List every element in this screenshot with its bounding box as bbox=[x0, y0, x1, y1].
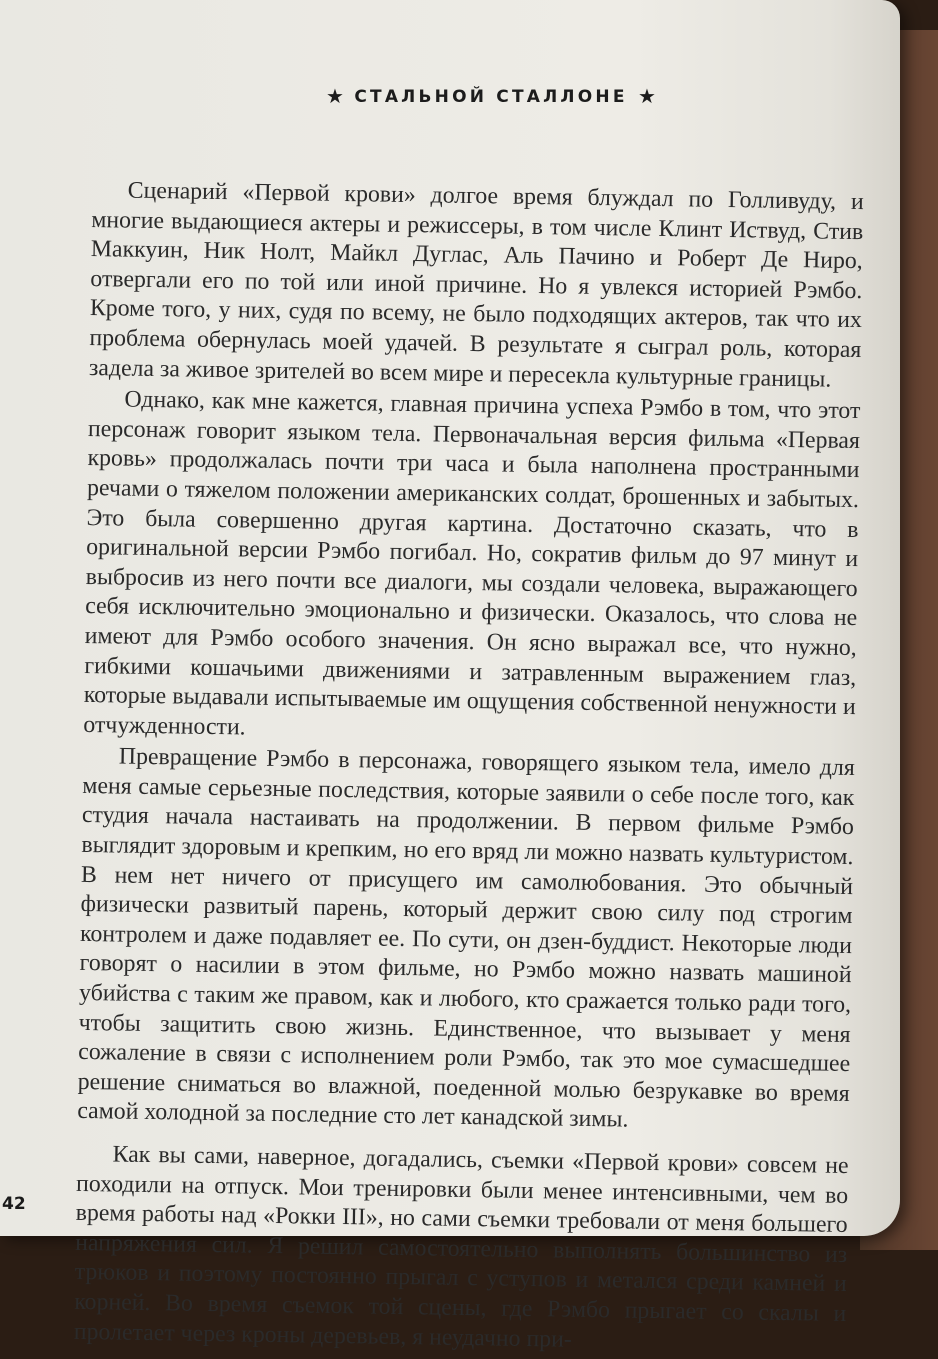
paragraph-4: Как вы сами, наверное, догадались, съемки «Первой крови» совсем не походили на отпуск. Мои тренировки были менее интенсивными, чем во время работы над «Рокки III», но сами съемки требовали от меня большего напряжения сил. Я решил самостоятельно выполнять большинство из трюков и поэтому постоянно прыгал с уступов и метался среди камней и корней. Во время съемок той сцены, где Рэмбо прыгает со скалы и пролетает через кроны деревьев, я неудачно при- bbox=[73, 1141, 849, 1353]
paragraph-2: Однако, как мне кажется, главная причина успеха Рэмбо в том, что этот персонаж говорит языком тела. Первоначальная версия фильма «Первая кровь» продолжалась почти три часа и была наполнена пространными речами о тяжелом положении американских солдат, брошенных и забытых. Это была совершенно другая картина. Достаточно сказать, что в оригинальной версии Рэмбо погибал. Но, сократив фильм до 97 минут и выбросив из него почти все диалоги, мы создали человека, выражающего себя исключительно эмоционально и физически. Оказалось, что слова не имеют для Рэмбо особого значения. Он ясно выражал все, что нужно, гибкими кошачьими движениями и затравленным выражением глаз, которые выдавали испытываемые им ощущения собственной ненужности и отчужденности. bbox=[83, 386, 861, 741]
running-head bbox=[326, 84, 656, 110]
paragraph-1: Сценарий «Первой крови» долгое время блуждал по Голливуду, и многие выдающиеся актеры и режиссеры, в том числе Клинт Иствуд, Стив Маккуин, Ник Нолт, Майкл Дуглас, Аль Пачино и Роберт Де Ниро, отвергали его по той или иной причине. Но я увлекся историей Рэмбо. Кроме того, у них, судя по всему, не было подходящих актеров, так что их проблема обернулась моей удачей. В результате я сыграл роль, которая задела за живое зрителей во всем мире и пересекла культурные границы. bbox=[88, 177, 864, 393]
paragraph-3: Превращение Рэмбо в персонажа, говорящего языком тела, имело для меня самые серьезные последствия, которые заявили о себе после того, как студия начала настаивать на продолжении. В первом фильме Рэмбо выглядит здоровым и крепким, но его вряд ли можно назвать культуристом. В нем нет ничего от присущего им самолюбования. Это обычный физически развитый парень, который держит свою силу под строгим контролем и даже подавляет ее. По сути, он дзен-буддист. Некоторые люди говорят о насилии в этом фильме, но Рэмбо можно назвать машиной убийства с таким же правом, как и любого, кто сражается только ради того, чтобы защитить свою жизнь. Единственное, что вызывает у меня сожаление в связи с исполнением роли Рэмбо, так это мое сумасшедшее решение сниматься во влажной, поеденной молью безрукавке во время самой холодной за последние сто лет канадской зимы. bbox=[77, 743, 855, 1133]
page-number: 42 bbox=[2, 1194, 26, 1214]
star-icon: ★ bbox=[326, 86, 344, 108]
body-text bbox=[74, 176, 864, 1359]
running-head-title: СТАЛЬНОЙ СТАЛЛОНЕ bbox=[354, 87, 628, 107]
star-icon: ★ bbox=[638, 86, 656, 108]
